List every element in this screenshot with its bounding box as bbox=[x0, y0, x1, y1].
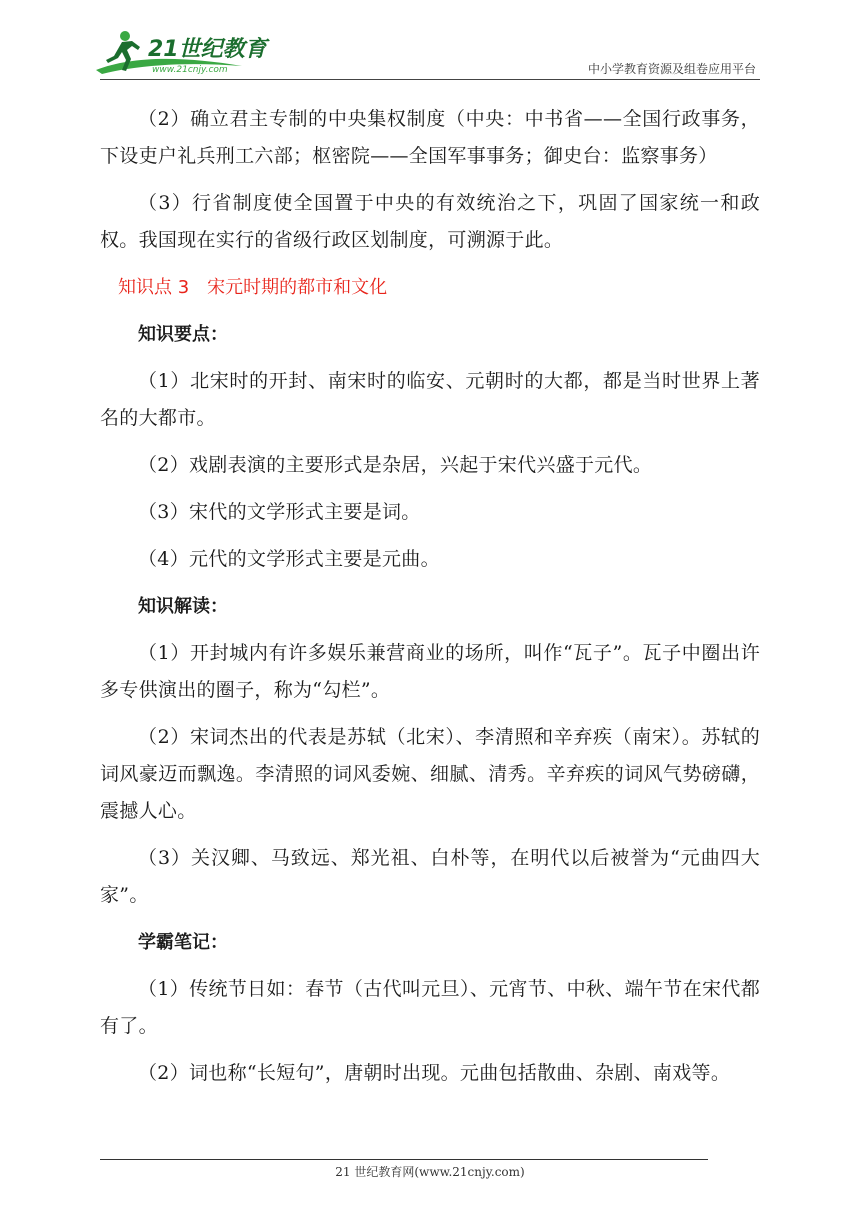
note-item: （1）传统节日如：春节（古代叫元旦）、元宵节、中秋、端午节在宋代都有了。 bbox=[100, 978, 760, 1037]
platform-label: 中小学教育资源及组卷应用平台 bbox=[587, 62, 756, 76]
interpretation-heading: 知识解读： bbox=[138, 596, 228, 617]
key-point-item: （4）元代的文学形式主要是元曲。 bbox=[138, 548, 440, 570]
logo-text: 21世纪教育 bbox=[148, 37, 267, 62]
section-title: 知识点 3 宋元时期的都市和文化 bbox=[118, 277, 388, 298]
notes-heading: 学霸笔记： bbox=[138, 932, 228, 953]
key-point-item: （2）戏剧表演的主要形式是杂居，兴起于宋代兴盛于元代。 bbox=[138, 454, 653, 476]
paragraph-central-system: （2）确立君主专制的中央集权制度（中央：中书省——全国行政事务，下设吏户礼兵刑工六部；枢密院——全国军事事务；御史台：监察事务） bbox=[100, 108, 760, 167]
page-header bbox=[0, 0, 860, 90]
key-point-item: （1）北宋时的开封、南宋时的临安、元朝时的大都，都是当时世界上著名的大都市。 bbox=[100, 370, 760, 429]
interpretation-item: （3）关汉卿、马致远、郑光祖、白朴等，在明代以后被誉为“元曲四大家”。 bbox=[100, 847, 760, 906]
note-item: （2）词也称“长短句”，唐朝时出现。元曲包括散曲、杂剧、南戏等。 bbox=[138, 1062, 731, 1084]
footer-divider bbox=[100, 1159, 708, 1160]
site-logo bbox=[92, 26, 272, 82]
document-body bbox=[100, 101, 760, 1092]
runner-logo-icon bbox=[92, 26, 272, 82]
logo-url: www.21cnjy.com bbox=[152, 65, 228, 75]
key-points-heading: 知识要点： bbox=[138, 324, 228, 345]
key-point-item: （3）宋代的文学形式主要是词。 bbox=[138, 501, 421, 523]
header-divider bbox=[100, 79, 760, 80]
interpretation-item: （1）开封城内有许多娱乐兼营商业的场所，叫作“瓦子”。瓦子中圈出许多专供演出的圈子，称为“勾栏”。 bbox=[100, 642, 760, 701]
page-footer: 21 世纪教育网(www.21cnjy.com) bbox=[335, 1165, 525, 1179]
interpretation-item: （2）宋词杰出的代表是苏轼（北宋）、李清照和辛弃疾（南宋）。苏轼的词风豪迈而飘逸。李清照的词风委婉、细腻、清秀。辛弃疾的词风气势磅礴，震撼人心。 bbox=[100, 726, 760, 822]
paragraph-province-system: （3）行省制度使全国置于中央的有效统治之下，巩固了国家统一和政权。我国现在实行的省级行政区划制度，可溯源于此。 bbox=[100, 192, 760, 251]
